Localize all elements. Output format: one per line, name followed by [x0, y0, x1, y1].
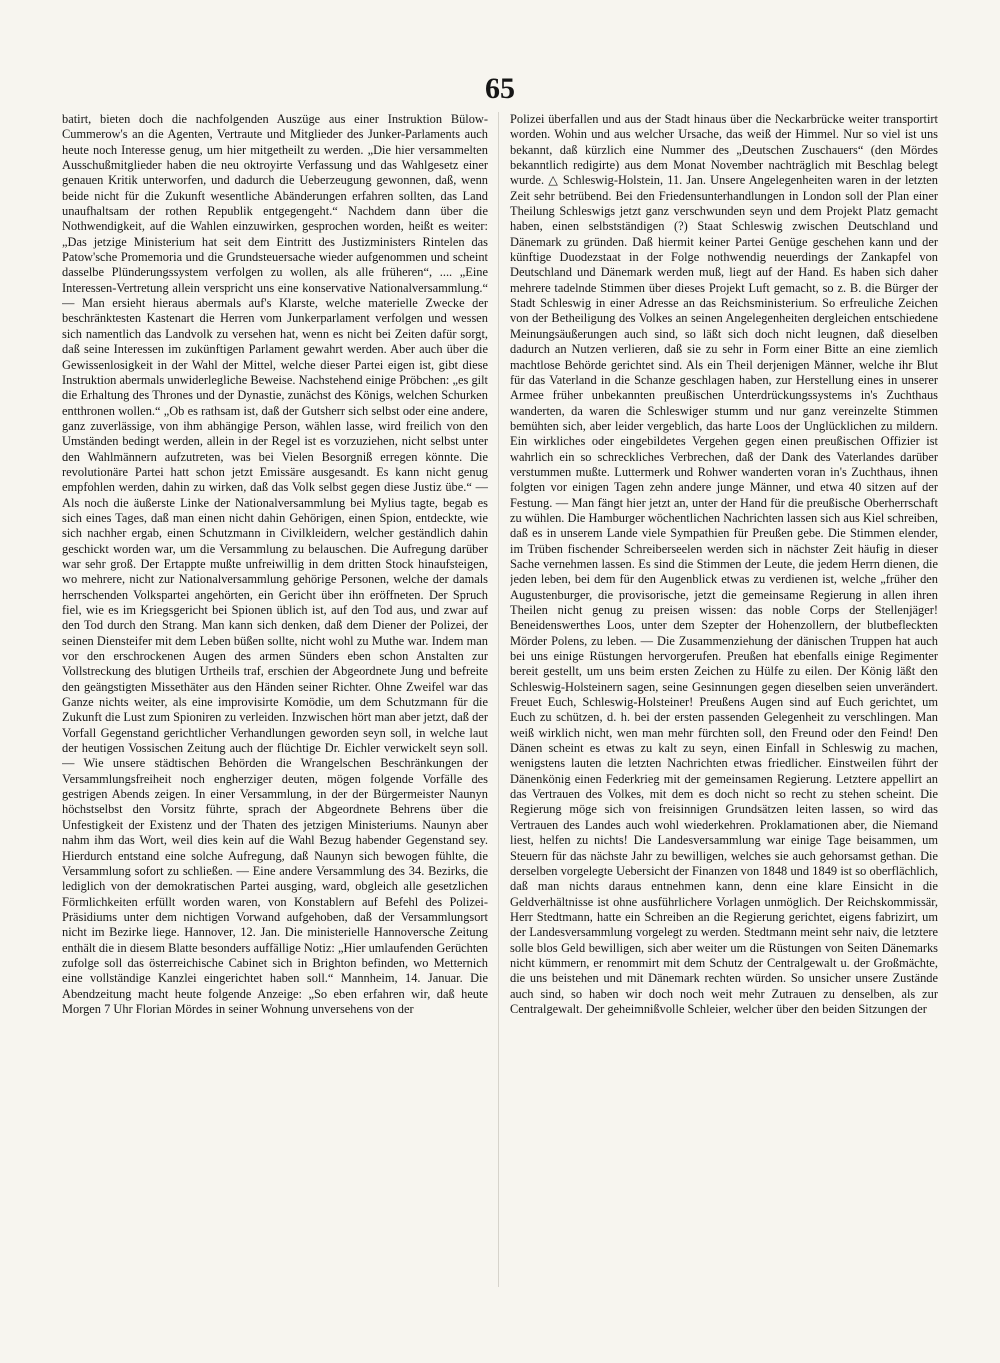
- left-column-text: batirt, bieten doch die nachfolgenden Auszüge aus einer Instruktion Bülow-Cummerow's an die Agenten, Vertraute und Mitglieder des Junker-Parlaments auch heute noch Interesse genug, um hier mitgetheilt zu werden. „Die hier versammelten Ausschußmitglieder haben die neu oktroyirte Verfassung und das Wahlgesetz einer genauen Kritik unterworfen, und dadurch die Ueberzeugung gewonnen, daß, wenn beide nicht für die Zukunft wesentliche Abänderungen erfahren sollten, das Land unaufhaltsam der rothen Republik entgegengeht.“ Nachdem dann über die Nothwendigkeit, auf die Wahlen einzuwirken, gesprochen worden, heißt es weiter: „Das jetzige Ministerium hat seit dem Eintritt des Justizministers Rintelen das Patow'sche Promemoria und die Grundsteuersache wieder aufgenommen und scheint dasselbe Plünderungssystem verfolgen zu wollen, als alle früheren“, .... „Eine Interessen-Vertretung allein verspricht uns eine konservative Nationalversammlung.“ — Man ersieht hieraus abermals auf's Klarste, welche materielle Zwecke der beschränktesten Kastenart die Herren vom Junkerparlament verfolgen und wessen sich namentlich das Landvolk zu versehen hat, wenn es nicht bei Zeiten dafür sorgt, daß seine Interessen im zukünftigen Parlament gewahrt werden. Aber auch über die Gewissenlosigkeit in der Wahl der Mittel, welche dieser Partei eigen ist, gibt diese Instruktion abermals unwiderlegliche Beweise. Nachstehend einige Pröbchen: „es gilt die Erhaltung des Thrones und der Dynastie, zunächst des Königs, welchen Schurken entthronen wollen.“ „Ob es rathsam ist, daß der Gutsherr sich selbst oder eine andere, ganz zuverlässige, von ihm abhängige Person, wählen lasse, wird freilich von den Umständen bedingt werden, allein in der Regel ist es vorzuziehen, nicht selbst unter den Wahlmännern aufzutreten, was bei Vielen Besorgniß erregen könnte. Die revolutionäre Partei hatt schon jetzt Emissäre ausgesandt. Es kann nicht genug empfohlen werden, dahin zu wirken, daß das Volk selbst gegen diese Justiz übe.“ — Als noch die äußerste Linke der Nationalversammlung bei Mylius tagte, begab es sich eines Tages, daß man einen nicht dahin Gehörigen, einen Spion, entdeckte, wie sich nachher ergab, einen Schutzmann in Civilkleidern, welcher geständlich dahin geschickt worden war, um die Versammlung zu belauschen. Die Aufregung darüber war sehr groß. Der Ertappte mußte unfreiwillig in dem dritten Stock hinaufsteigen, wo mehrere, nicht zur Nationalversammlung gehörige Personen, welche der damals herrschenden Volkspartei angehörten, ein Gericht über ihn eröffneten. Der Spruch fiel, wie es im Kriegsgericht bei Spionen üblich ist, auf den Tod aus, und zwar auf den Tod durch den Strang. Man kann sich denken, daß dem Diener der Polizei, der seinen Diensteifer mit dem Leben büßen sollte, nicht wohl zu Muthe war. Indem man vor den erschrockenen Augen des armen Sünders eben schon Anstalten zur Vollstreckung des blutigen Urtheils traf, erschien der Abgeordnete Jung und befreite den geängstigten Missethäter aus den Händen seiner Richter. Ohne Zweifel war das Ganze nichts weiter, als eine improvisirte Komödie, um dem Schutzmann für die Zukunft die Lust zum Spioniren zu verleiden. Inzwischen hört man aber jetzt, daß der Vorfall Gegenstand gerichtlicher Verhandlungen geworden seyn soll, in welche laut der heutigen Vossischen Zeitung auch der flüchtige Dr. Eichler verwickelt seyn soll. — Wie unsere städtischen Behörden die Wrangelschen Beschränkungen der Versammlungsfreiheit noch engherziger deuten, mögen folgende Vorfälle des gestrigen Abends zeigen. In einer Versammlung, in der der Bürgermeister Naunyn höchstselbst den Vorsitz führte, sprach der Abgeordnete Behrens über die Unfestigkeit der Existenz und der Thaten des jetzigen Ministeriums. Naunyn aber nahm ihm das Wort, weil dies kein auf die Wahl Bezug habender Gegenstand sey. Hierdurch entstand eine solche Aufregung, daß Naunyn sich bewogen fühlte, die Versammlung sofort zu schließen. — Eine andere Versammlung des 34. Bezirks, die lediglich von der demokratischen Partei ausging, ward, obgleich alle gesetzlichen Förmlichkeiten erfüllt worden waren, von Konstablern auf Befehl des Polizei-Präsidiums unter dem nichtigen Vorwand aufgehoben, daß der Versammlungsort nicht im Bezirke liege. Hannover, 12. Jan. Die ministerielle Hannoversche Zeitung enthält die in diesem Blatte besonders auffällige Notiz: „Hier umlaufenden Gerüchten zufolge soll das österreichische Cabinet sich in Brighton befinden, wo Metternich eine vollständige Kanzlei eingerichtet haben soll.“ Mannheim, 14. Januar. Die Abendzeitung macht heute folgende Anzeige: „So eben erfahren wir, daß heute Morgen 7 Uhr Florian Mördes in seiner Wohnung unversehens von der: [62, 112, 488, 1016]
- right-column-text: Polizei überfallen und aus der Stadt hinaus über die Neckarbrücke weiter transportirt worden. Wohin und aus welcher Ursache, das weiß der Himmel. Nur so viel ist uns bekannt, daß kürzlich eine Nummer des „Deutschen Zuschauers“ (den Mördes bekanntlich redigirte) aus dem Monat November nachträglich mit Beschlag belegt wurde. △ Schleswig-Holstein, 11. Jan. Unsere Angelegenheiten waren in der letzten Zeit sehr betrübend. Bei den Friedensunterhandlungen in London soll der Plan einer Theilung Schleswigs jetzt ganz verschwunden seyn und dem Projekt Platz gemacht haben, einen selbstständigen (?) Staat Schleswig zwischen Deutschland und Dänemark zu gründen. Daß hiermit keiner Partei Genüge geschehen kann und der künftige Duodezstaat in der Folge nothwendig neuerdings der Zankapfel von Deutschland und Dänemark werden muß, liegt auf der Hand. Es haben sich daher mehrere tadelnde Stimmen über dieses Projekt Luft gemacht, so z. B. die Bürger der Stadt Schleswig in einer Adresse an das Reichsministerium. So erfreuliche Zeichen von der Betheiligung des Volkes an seinen Angelegenheiten dergleichen entschiedene Meinungsäußerungen auch sind, so läßt sich doch nicht leugnen, daß dieselben dadurch an Nutzen verlieren, daß sie zu sehr in Form einer Bitte an eine ziemlich machtlose Behörde gerichtet sind. Als ein Theil derjenigen Männer, welche ihr Blut für das Vaterland in die Schanze geschlagen haben, zur Herstellung eines in unserer Armee früher unbekannten preußischen Unterdrückungssystems in's Zuchthaus wanderten, da waren die Schleswiger stumm und nur ganz vereinzelte Stimmen bemühten sich, aber leider vergeblich, das harte Loos der Unglücklichen zu mildern. Ein wirkliches oder eingebildetes Vergehen gegen einen preußischen Offizier ist wahrlich ein so schreckliches Verbrechen, daß der Dank des Vaterlandes darüber verstummen mußte. Luttermerk und Rohwer wanderten voran in's Zuchthaus, ihnen folgten vor einigen Tagen zehn andere junge Männer, und etwa 40 sitzen auf der Festung. — Man fängt hier jetzt an, unter der Hand für die preußische Oberherrschaft zu wühlen. Die Hamburger wöchentlichen Nachrichten lassen sich aus Kiel schreiben, daß es in unserem Lande viele Sympathien für Preußen gebe. Die Stimmen elender, im Trüben fischender Schreiberseelen werden sich in nächster Zeit häufig in dieser Sache vernehmen lassen. Es sind die Stimmen der Leute, die jedem Herrn dienen, die jeden leben, bei dem für den Augenblick etwas zu verdienen ist, welche „früher den Augustenburger, die provisorische, jetzt die gemeinsame Regierung in allen ihren Theilen nicht genug zu preisen wissen: das noble Corps der Stellenjäger! Beneidenswerthes Loos, unter dem Szepter der Hohenzollern, der blutbefleckten Mörder Polens, zu leben. — Die Zusammenziehung der dänischen Truppen hat auch bei uns einige Rüstungen hervorgerufen. Preußen hat ebenfalls einige Regimenter bereit gestellt, um uns beim ersten Zeichen zu Hülfe zu eilen. Der König läßt den Schleswig-Holsteinern sagen, seine Gesinnungen gegen dieselben seien unverändert. Freuet Euch, Schleswig-Holsteiner! Preußens Augen sind auf Euch gerichtet, um Euch zu schützen, d. h. bei der ersten passenden Gelegenheit zu verschlingen. Man weiß wirklich nicht, wen man mehr fürchten soll, den Freund oder den Feind! Den Dänen scheint es etwas zu kalt zu seyn, einen Einfall in Schleswig zu machen, wenigstens lauten die letzten Nachrichten etwas friedlicher. Einstweilen führt der Dänenkönig einen Federkrieg mit der gemeinsamen Regierung. Letztere appellirt an das Vertrauen des Volkes, mit dem es doch nicht so recht zu stehen scheint. Die Regierung möge sich von freisinnigen Grundsätzen leiten lassen, so wird das Vertrauen des Landes auch wohl wiederkehren. Proklamationen aber, die Niemand liest, helfen zu nichts! Die Landesversammlung war einige Tage beisammen, um Steuern für das nächste Jahr zu bewilligen, welches sie auch gehorsamst gethan. Die derselben vorgelegte Uebersicht der Finanzen von 1848 und 1849 ist so oberflächlich, daß man nichts daraus entnehmen kann, denn eine klare Einsicht in die Geldverhältnisse ist ohne ausführlichere Vorlagen unmöglich. Der Reichskommissär, Herr Stedtmann, hatte ein Schreiben an die Regierung gerichtet, eigens fabrizirt, um der Landesversammlung vorgelegt zu werden. Stedtmann meint sehr naiv, die letztere solle blos Geld bewilligen, sich aber weiter um die Rüstungen von Seiten Dänemarks nicht kümmern, er renommirt mit dem Schutz der Centralgewalt u. der Großmächte, die uns beistehen und mit Dänemark rechten würden. So unsicher unsere Zustände auch sind, so haben wir doch noch weit mehr Zutrauen zu denselben, als zur Centralgewalt. Der geheimnißvolle Schleier, welcher über den beiden Sitzungen der: [510, 112, 938, 1016]
- left-column: [62, 112, 488, 1292]
- page-number: 65: [485, 72, 515, 105]
- column-divider: [498, 112, 499, 1287]
- right-column: [510, 112, 938, 1292]
